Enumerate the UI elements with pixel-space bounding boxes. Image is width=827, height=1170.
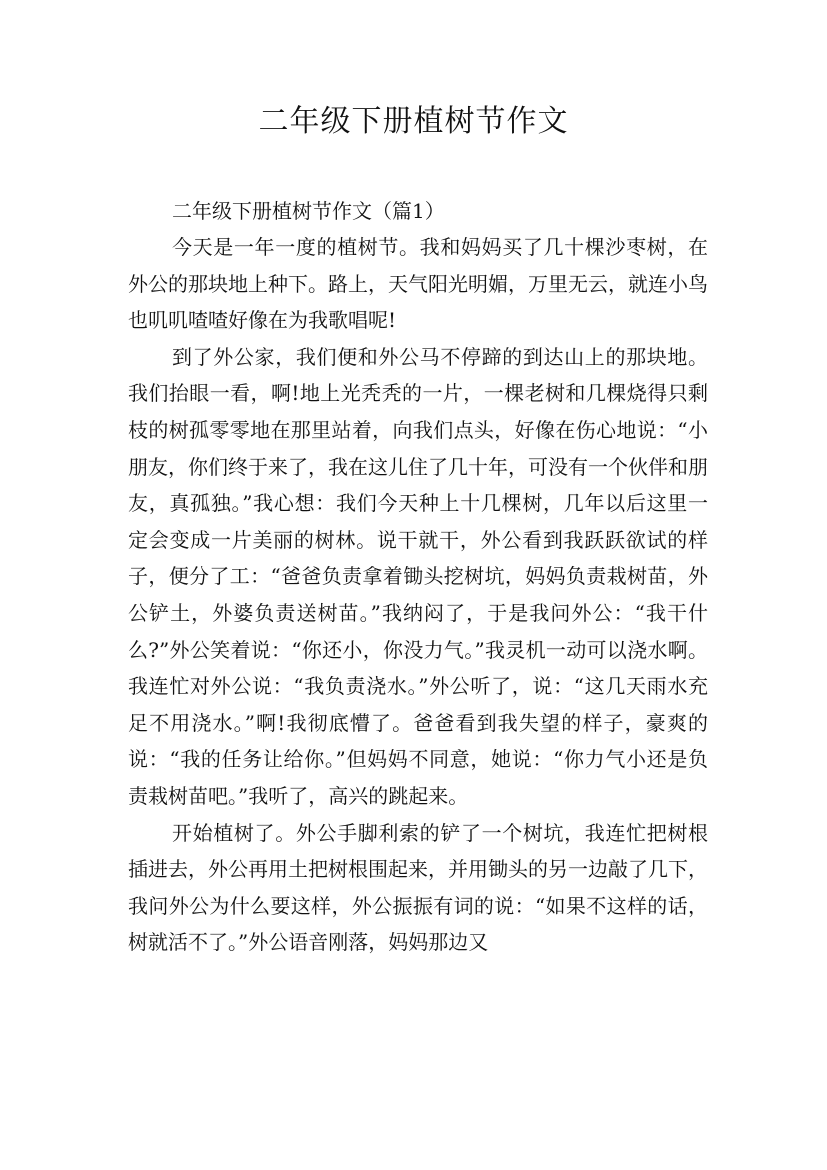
section-heading: 二年级下册植树节作文（篇1） (172, 199, 445, 223)
paragraph-3: 开始植树了。外公手脚利索的铲了一个树坑，我连忙把树根插进去，外公再用土把树根围起来，并用锄头的另一边敲了几下，我问外公为什么要这样，外公振振有词的说：“如果不这样的话，树就活不了。”外公语音刚落，妈妈那边又 (128, 820, 708, 955)
document-body (128, 193, 708, 961)
paragraph-2: 到了外公家，我们便和外公马不停蹄的到达山上的那块地。我们抬眼一看，啊!地上光秃秃的一片，一棵老树和几棵烧得只剩枝的树孤零零地在那里站着，向我们点头，好像在伤心地说：“小朋友，你们终于来了，我在这儿住了几十年，可没有一个伙伴和朋友，真孤独。”我心想：我们今天种上十几棵树，几年以后这里一定会变成一片美丽的树林。说干就干，外公看到我跃跃欲试的样子，便分了工：“爸爸负责拿着锄头挖树坑，妈妈负责栽树苗，外公铲土，外婆负责送树苗。”我纳闷了，于是我问外公：“我干什么?”外公笑着说：“你还小，你没力气。”我灵机一动可以浇水啊。我连忙对外公说：“我负责浇水。”外公听了，说：“这几天雨水充足不用浇水。”啊!我彻底懵了。爸爸看到我失望的样子，豪爽的说：“我的任务让给你。”但妈妈不同意，她说：“你力气小还是负责栽树苗吧。”我听了，高兴的跳起来。 (128, 344, 708, 808)
paragraph-1: 今天是一年一度的植树节。我和妈妈买了几十棵沙枣树，在外公的那块地上种下。路上，天气阳光明媚，万里无云，就连小鸟也叽叽喳喳好像在为我歌唱呢! (128, 235, 708, 333)
document-title: 二年级下册植树节作文 (258, 104, 569, 139)
